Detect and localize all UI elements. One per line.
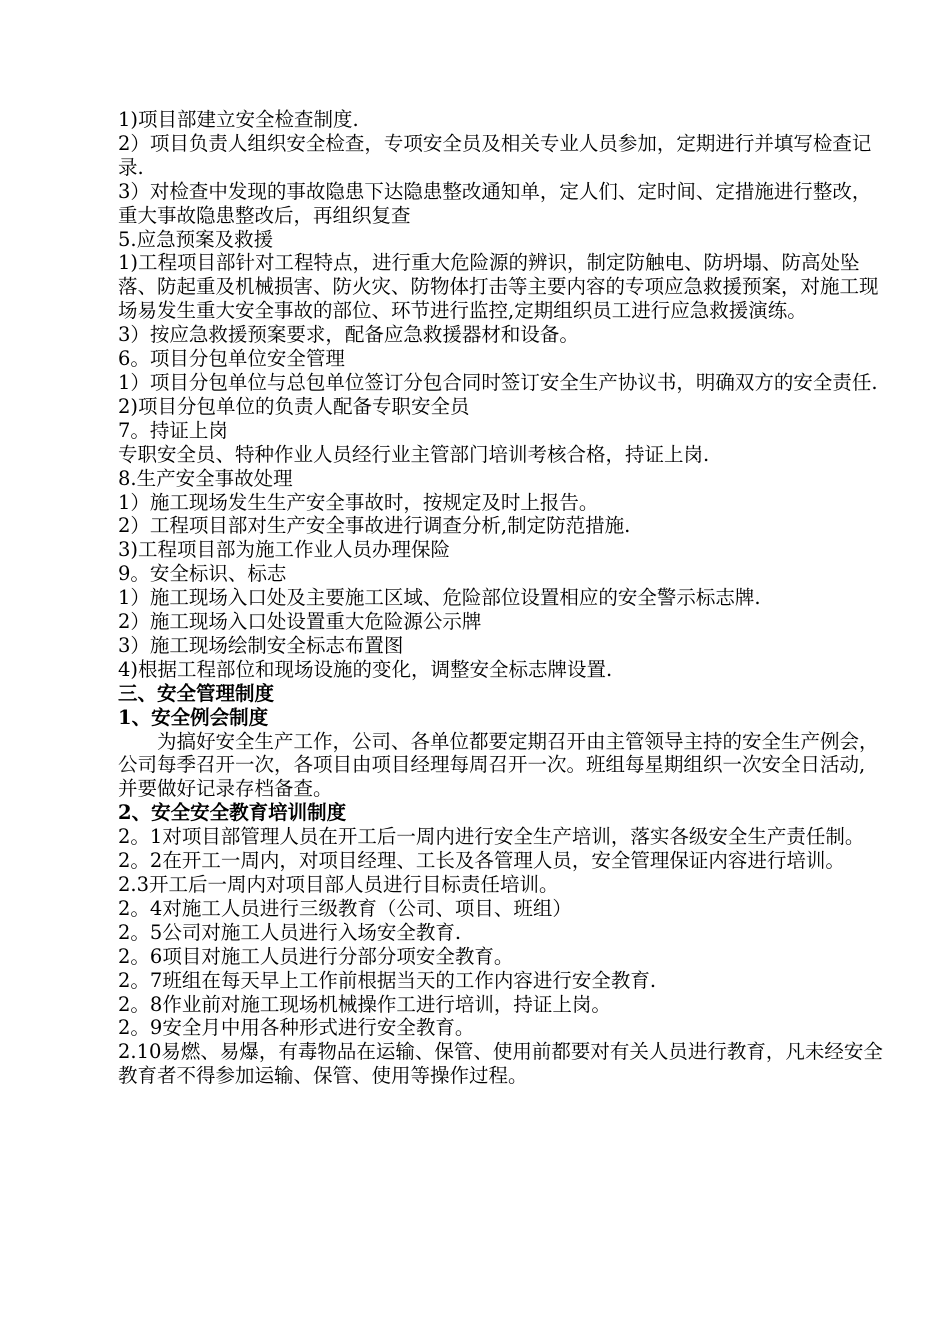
- paragraph: 1）施工现场发生生产安全事故时，按规定及时上报告。: [118, 490, 599, 514]
- paragraph: 3）施工现场绘制安全标志布置图: [118, 633, 404, 657]
- document-body: [118, 108, 883, 1088]
- paragraph: 1）项目分包单位与总包单位签订分包合同时签订安全生产协议书，明确双方的安全责任.: [118, 370, 878, 394]
- indented-paragraph: 为搞好安全生产工作，公司、各单位都要定期召开由主管领导主持的安全生产例会，公司每季召开一次，各项目由项目经理每周召开一次。班组每星期组织一次安全日活动,并要做好记录存档备查。: [118, 729, 879, 801]
- paragraph: 2)项目分包单位的负责人配备专职安全员: [118, 394, 470, 418]
- section-heading-bold: 2、安全安全教育培训制度: [118, 801, 347, 825]
- paragraph: 2）工程项目部对生产安全事故进行调查分析,制定防范措施.: [118, 514, 631, 538]
- paragraph: 1)项目部建立安全检查制度.: [118, 108, 359, 131]
- paragraph: 2。6项目对施工人员进行分部分项安全教育。: [118, 944, 514, 968]
- paragraph: 2。8作业前对施工现场机械操作工进行培训，持证上岗。: [118, 992, 611, 1016]
- section-heading: 5.应急预案及救援: [118, 227, 274, 251]
- paragraph: 2.10易燃、易爆，有毒物品在运输、保管、使用前都要对有关人员进行教育，凡未经安全教育者不得参加运输、保管、使用等操作过程。: [118, 1040, 883, 1088]
- paragraph: 3）按应急救援预案要求，配备应急救援器材和设备。: [118, 323, 579, 347]
- paragraph: 2。1对项目部管理人员在开工后一周内进行安全生产培训，落实各级安全生产责任制。: [118, 825, 865, 849]
- section-heading: 7。持证上岗: [118, 418, 228, 442]
- paragraph: 3）对检查中发现的事故隐患下达隐患整改通知单，定人们、定时间、定措施进行整改，重大事故隐患整改后，再组织复查: [118, 179, 872, 227]
- paragraph: 2。5公司对施工人员进行入场安全教育.: [118, 920, 462, 944]
- paragraph: 2。4对施工人员进行三级教育（公司、项目、班组）: [118, 896, 572, 920]
- paragraph: 2。7班组在每天早上工作前根据当天的工作内容进行安全教育.: [118, 968, 657, 992]
- paragraph: 3)工程项目部为施工作业人员办理保险: [118, 538, 451, 562]
- paragraph: 2）项目负责人组织安全检查，专项安全员及相关专业人员参加，定期进行并填写检查记录.: [118, 131, 872, 179]
- section-heading: 8.生产安全事故处理: [118, 466, 293, 490]
- paragraph: 1)工程项目部针对工程特点，进行重大危险源的辨识，制定防触电、防坍塌、防高处坠落、防起重及机械损害、防火灾、防物体打击等主要内容的专项应急救援预案，对施工现场易发生重大安全事故的部位、环节进行监控,定期组织员工进行应急救援演练。: [118, 251, 879, 323]
- paragraph: 专职安全员、特种作业人员经行业主管部门培训考核合格，持证上岗.: [118, 442, 710, 466]
- paragraph: 1）施工现场入口处及主要施工区域、危险部位设置相应的安全警示标志牌.: [118, 586, 761, 610]
- section-heading: 6。项目分包单位安全管理: [118, 347, 345, 371]
- paragraph: 2。2在开工一周内，对项目经理、工长及各管理人员，安全管理保证内容进行培训。: [118, 849, 845, 873]
- chapter-heading: 三、安全管理制度: [118, 681, 275, 705]
- paragraph: 2.3开工后一周内对项目部人员进行目标责任培训。: [118, 873, 559, 896]
- paragraph: 4)根据工程部位和现场设施的变化，调整安全标志牌设置.: [118, 657, 613, 681]
- section-heading-bold: 1、安全例会制度: [118, 705, 269, 729]
- section-heading: 9。安全标识、标志: [118, 562, 287, 586]
- paragraph: 2）施工现场入口处设置重大危险源公示牌: [118, 610, 482, 634]
- paragraph: 2。9安全月中用各种形式进行安全教育。: [118, 1016, 475, 1040]
